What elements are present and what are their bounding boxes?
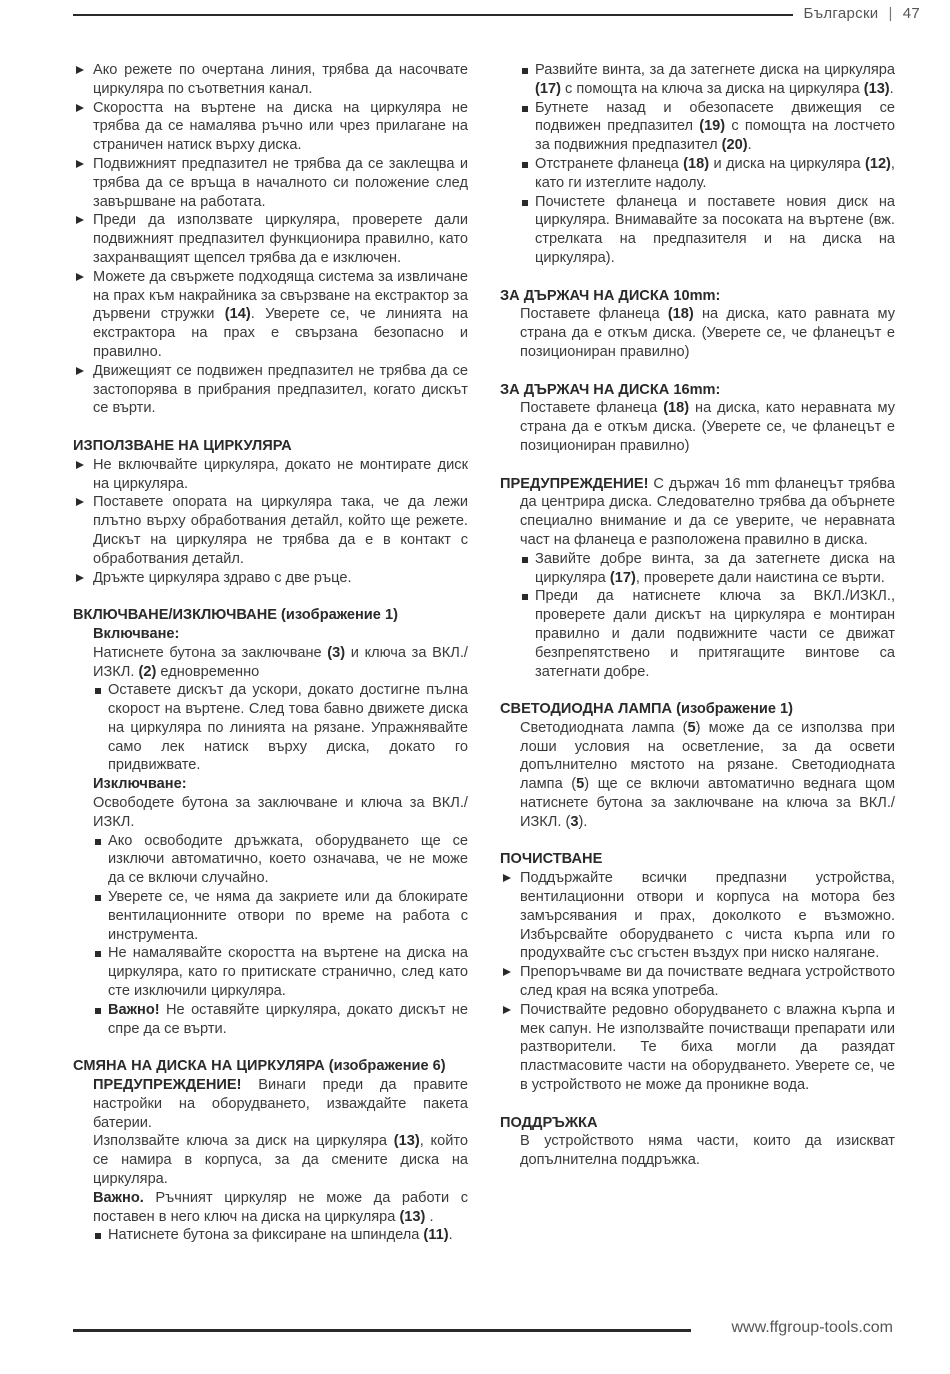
led-heading: СВЕТОДИОДНА ЛАМПА (изображение 1) — [500, 701, 794, 718]
list-item: Поставете опората на циркуляра така, че да лежи плътно върху обработвания детайл, който ще режете. Дискът на циркуляра не трябва да е в контакт с обработвания детайл. — [73, 493, 468, 568]
list-item: Препоръчваме ви да почиствате веднага устройството след края на всяка употреба. — [500, 963, 895, 1001]
blade-steps-list — [520, 61, 895, 268]
maintenance-heading: ПОДДРЪЖКА — [500, 1114, 598, 1131]
list-item: Важно! Не оставяйте циркуляра, докато дискът не спре да се върти. — [93, 1001, 468, 1039]
list-item: Бутнете назад и обезопасете движещия се подвижен предпазител (19) с помощта на лостчето за подвижния предпазител (20). — [520, 99, 895, 155]
list-item: Почиствайте редовно оборудването с влажна кърпа и мек сапун. Не използвайте почистващи препарати или разтворители. Те биха могли да разядат пластмасовите части на оборудването. Уверете се, че в устройството не може да проникне вода. — [500, 1001, 895, 1095]
list-item: Преди да използвате циркуляра, проверете дали подвижният предпазител функционира правилно, като захранващият щепсел трябва да е изключен. — [73, 211, 468, 267]
list-item: Дръжте циркуляра здраво с две ръце. — [73, 569, 468, 588]
holder-10-text: Поставете фланеца (18) на диска, като равната му страна да е откъм диска. (Уверете се, че фланецът е позициониран правилно) — [520, 306, 895, 360]
list-item: Завийте добре винта, за да затегнете диска на циркуляра (17), проверете дали наистина се върти. — [520, 550, 895, 588]
header-rule — [73, 14, 793, 16]
left-column — [73, 61, 468, 1245]
blade-change-heading: СМЯНА НА ДИСКА НА ЦИРКУЛЯРА (изображение 6) — [73, 1058, 446, 1075]
cleaning-heading: ПОЧИСТВАНЕ — [500, 851, 603, 868]
list-item: Поддържайте всички предпазни устройства, вентилационни отвори и корпуса на мотора без замърсявания и прах, доколкото е възможно. Избърсвайте оборудването с чиста кърпа или го продухвайте със сгъстен въздух при ниско налягане. — [500, 869, 895, 963]
list-item: Оставете дискът да ускори, докато достигне пълна скорост на въртене. След това бавно движете диска на циркуляра по линията на рязане. Упражнявайте само лек натиск върху диска, докато го придвижвате. — [93, 681, 468, 775]
off-text: Освободете бутона за заключване и ключа за ВКЛ./ИЗКЛ. — [93, 795, 468, 830]
on-text: Натиснете бутона за заключване (3) и ключа за ВКЛ./ИЗКЛ. (2) едновременно — [93, 644, 468, 680]
page-header — [804, 5, 920, 22]
list-item: Отстранете фланеца (18) и диска на циркуляра (12), като ги изтеглите надолу. — [520, 155, 895, 193]
blade-list — [93, 1226, 468, 1245]
warning-16-list — [520, 550, 895, 682]
list-item: Ако режете по очертана линия, трябва да насочвате циркуляра по съответния канал. — [73, 61, 468, 99]
on-list — [93, 681, 468, 775]
page-number: 47 — [902, 5, 920, 22]
list-item: Не намалявайте скоростта на въртене на диска на циркуляра, като го притискате странично, след като сте изключили циркуляра. — [93, 944, 468, 1000]
off-list — [93, 832, 468, 1039]
led-text: Светодиодната лампа (5) може да се използва при лоши условия на осветление, за да освети допълнително мястото на рязане. Светодиодната лампа (5) ще се включи автоматично веднага щом натиснете бутона за заключване на ключа за ВКЛ./ИЗКЛ. (3). — [520, 719, 895, 830]
list-item: Подвижният предпазител не трябва да се заклещва и трябва да се връща в началното си положение след завършване на работата. — [73, 155, 468, 211]
blade-important: Важно. Ръчният циркуляр не може да работи с поставен в него ключ на диска на циркуляра (13) . — [93, 1189, 468, 1225]
list-item: Натиснете бутона за фиксиране на шпиндела (11). — [93, 1226, 468, 1245]
list-item: Преди да натиснете ключа за ВКЛ./ИЗКЛ., проверете дали дискът на циркуляра е монтиран правилно и дали подвижните части се движат безпрепятствено и притягащите винтове са затегнати добре. — [520, 587, 895, 681]
intro-list — [73, 61, 468, 418]
onoff-heading: ВКЛЮЧВАНЕ/ИЗКЛЮЧВАНЕ (изображение 1) — [73, 607, 398, 624]
usage-list — [73, 456, 468, 588]
holder-10-heading: ЗА ДЪРЖАЧ НА ДИСКА 10mm: — [500, 287, 721, 304]
holder-16-text: Поставете фланеца (18) на диска, като неравната му страна да е откъм диска. (Уверете се, че фланецът е позициониран правилно) — [520, 400, 895, 454]
list-item: Скоростта на въртене на диска на циркуляра не трябва да се намалява ръчно или чрез прилагане на страничен натиск върху диска. — [73, 99, 468, 155]
header-separator: | — [888, 5, 893, 22]
blade-key-text: Използвайте ключа за диск на циркуляра (13), който се намира в корпуса, за да смените диска на циркуляра. — [93, 1133, 468, 1188]
list-item: Не включвайте циркуляра, докато не монтирате диск на циркуляра. — [73, 456, 468, 494]
list-item: Ако освободите дръжката, оборудването ще се изключи автоматично, което означава, че не може да се включи случайно. — [93, 832, 468, 888]
list-item: Почистете фланеца и поставете новия диск на циркуляра. Внимавайте за посоката на въртене (вж. стрелката на предпазителя и на диска на циркуляра). — [520, 193, 895, 268]
header-language: Български — [803, 5, 879, 22]
on-subheading: Включване: — [93, 625, 180, 642]
list-item: Уверете се, че няма да закриете или да блокирате вентилационните отвори по време на работа с инструмента. — [93, 888, 468, 944]
list-item: Можете да свържете подходяща система за извличане на прах към накрайника за свързване на екстрактор за дървени стружки (14). Уверете се, че линията на екстрактора на прах е свързана безопасно и правилно. — [73, 268, 468, 362]
maintenance-text: В устройството няма части, които да изискват допълнителна поддръжка. — [520, 1133, 895, 1169]
usage-heading: ИЗПОЛЗВАНЕ НА ЦИРКУЛЯРА — [73, 437, 292, 454]
warning-16-text: ПРЕДУПРЕЖДЕНИЕ! С държач 16 mm фланецът трябва да центрира диска. Следователно трябва да обърнете специално внимание и да се уверите, че неравната част на фланеца е разположена правилно в диска. — [500, 475, 895, 548]
off-subheading: Изключване: — [93, 776, 187, 793]
list-item: Движещият се подвижен предпазител не трябва да се застопорява в прибрания предпазител, когато дискът се върти. — [73, 362, 468, 418]
blade-warning: ПРЕДУПРЕЖДЕНИЕ! Винаги преди да правите настройки на оборудването, изваждайте пакета батерии. — [93, 1077, 468, 1131]
cleaning-list — [500, 869, 895, 1095]
footer-url: www.ffgroup-tools.com — [731, 1319, 893, 1336]
right-column — [500, 61, 895, 1170]
footer-rule — [73, 1329, 691, 1332]
holder-16-heading: ЗА ДЪРЖАЧ НА ДИСКА 16mm: — [500, 381, 721, 398]
list-item: Развийте винта, за да затегнете диска на циркуляра (17) с помощта на ключа за диска на циркуляра (13). — [520, 61, 895, 99]
